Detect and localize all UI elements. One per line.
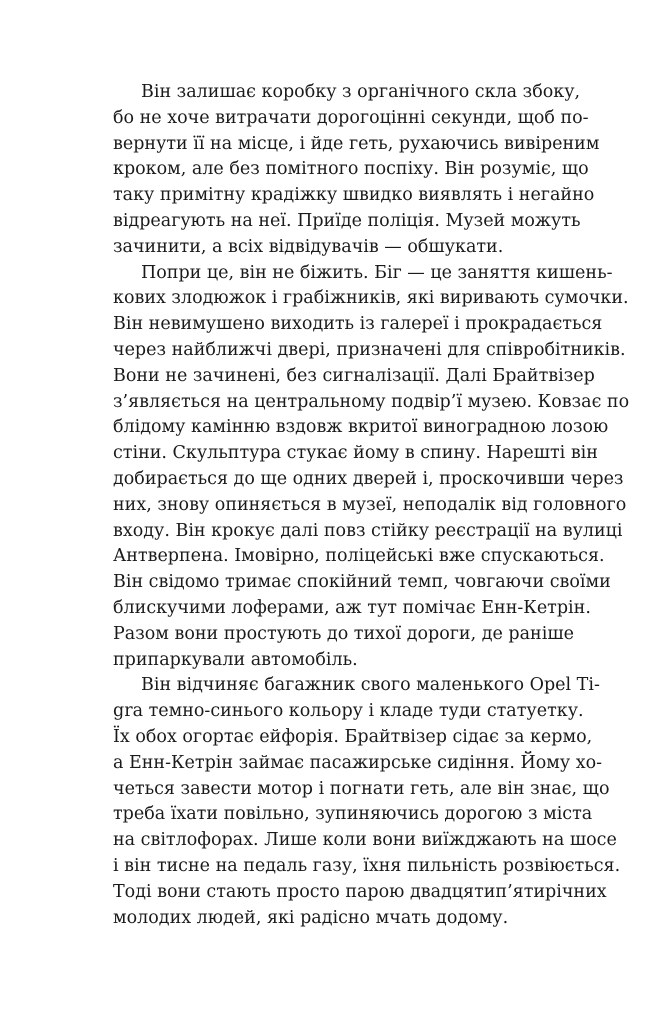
book-page: [113, 80, 630, 931]
text-line: стіни. Скульптура стукає йому в спину. Нарешті він: [113, 443, 598, 464]
text-line: четься завести мотор і погнати геть, але він знає, що: [113, 778, 610, 799]
text-line: вернути її на місце, і йде геть, рухаючись вивіреним: [113, 133, 600, 154]
text-line: і він тисне на педаль газу, їхня пильність розвіюється.: [113, 855, 621, 876]
text-line: Їх обох огортає ейфорія. Брайтвізер сідає за кермо,: [113, 726, 593, 747]
text-line: Разом вони простують до тихої дороги, де раніше: [113, 623, 574, 644]
text-line: кроком, але без помітного поспіху. Він розуміє, що: [113, 159, 589, 180]
text-line: Він свідомо тримає спокійний темп, човгаючи своїми: [113, 572, 611, 593]
text-line: них, знову опиняється в музеї, неподалік від головного: [113, 494, 627, 515]
text-line: бо не хоче витрачати дорогоцінні секунди, щоб по-: [113, 107, 589, 128]
text-line: блискучими лоферами, аж тут помічає Енн-Кетрін.: [113, 597, 591, 618]
text-line: Він відчиняє багажник свого маленького Opel Ti-: [141, 675, 600, 696]
text-line: добирається до ще одних дверей і, проскочивши через: [113, 468, 624, 489]
text-line: зачинити, а всіх відвідувачів — обшукати.: [113, 236, 504, 257]
text-line: припаркували автомобіль.: [113, 649, 358, 670]
text-line: Вони не зачинені, без сигналізації. Далі Брайтвізер: [113, 365, 595, 386]
text-line: з’являється на центральному подвір’ї музею. Ковзає по: [113, 391, 630, 412]
text-line: Він невимушено виходить із галереї і прокрадається: [113, 314, 603, 335]
text-line: Попри це, він не біжить. Біг — це заняття кишень-: [141, 262, 613, 283]
text-line: молодих людей, які радісно мчать додому.: [113, 907, 509, 928]
paragraph-1: [113, 80, 600, 261]
text-line: входу. Він крокує далі повз стійку реєстрації на вулиці: [113, 520, 623, 541]
paragraph-2: [113, 261, 630, 674]
text-line: таку примітну крадіжку швидко виявлять і негайно: [113, 185, 595, 206]
text-line: Тоді вони стають просто парою двадцятип’ятирічних: [113, 881, 607, 902]
text-line: на світлофорах. Лише коли вони виїжджають на шосе: [113, 830, 617, 851]
text-line: Антверпена. Імовірно, поліцейські вже спускаються.: [113, 546, 605, 567]
text-line: треба їхати повільно, зупиняючись дорогою з міста: [113, 804, 593, 825]
text-line: відреагують на неї. Приїде поліція. Музей можуть: [113, 210, 581, 231]
paragraph-3: [113, 673, 621, 931]
text-line: gra темно-синього кольору і кладе туди статуетку.: [113, 701, 584, 722]
text-line: блідому камінню вздовж вкритої виноградною лозою: [113, 417, 609, 438]
text-line: кових злодюжок і грабіжників, які виривають сумочки.: [113, 288, 629, 309]
text-line: Він залишає коробку з органічного скла збоку,: [141, 82, 581, 102]
text-line: а Енн-Кетрін займає пасажирське сидіння. Йому хо-: [113, 752, 603, 773]
text-line: через найближчі двері, призначені для співробітників.: [113, 339, 626, 360]
